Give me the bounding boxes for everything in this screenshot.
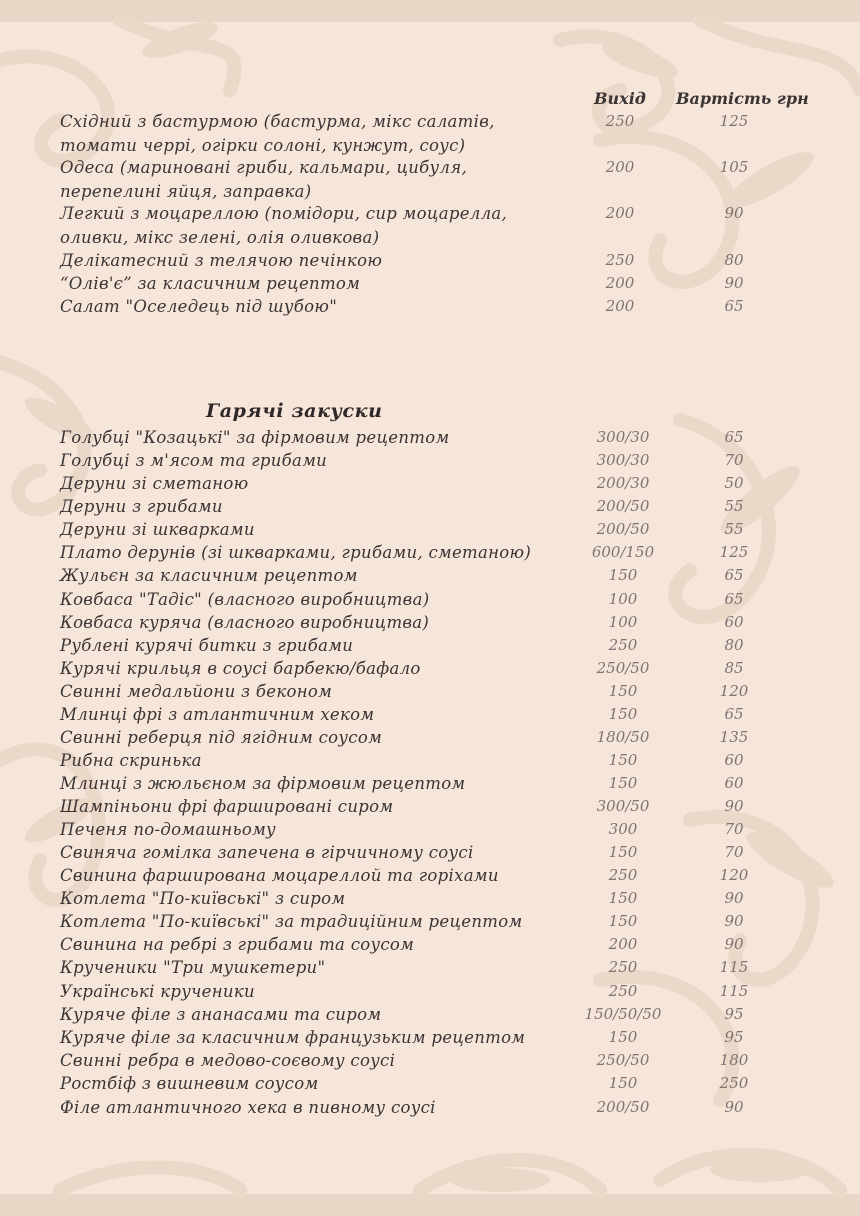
dish-name: “Олів'є” за класичним рецептом bbox=[60, 274, 361, 293]
dish-price: 90 bbox=[724, 204, 744, 222]
menu-row bbox=[0, 180, 860, 203]
dish-price: 90 bbox=[724, 274, 744, 292]
dish-name: Свиняча гомілка запечена в гірчичному соусі bbox=[60, 843, 474, 862]
dish-name: Курячі крильця в соусі барбекю/бафало bbox=[60, 659, 421, 678]
dish-name: Українські крученики bbox=[60, 982, 255, 1001]
menu-row bbox=[0, 980, 860, 1003]
dish-price: 65 bbox=[724, 566, 744, 584]
dish-output: 250 bbox=[608, 636, 638, 654]
dish-price: 90 bbox=[724, 889, 744, 907]
menu-row bbox=[0, 680, 860, 703]
dish-output: 300/50 bbox=[596, 797, 650, 815]
dish-output: 600/150 bbox=[591, 543, 655, 561]
dish-output: 200 bbox=[605, 204, 635, 222]
dish-price: 180 bbox=[719, 1051, 749, 1069]
dish-price: 125 bbox=[719, 112, 749, 130]
dish-price: 65 bbox=[724, 297, 744, 315]
dish-price: 55 bbox=[724, 497, 744, 515]
dish-name: Свинина на ребрі з грибами та соусом bbox=[60, 935, 415, 954]
menu-row bbox=[0, 634, 860, 657]
dish-price: 65 bbox=[724, 428, 744, 446]
dish-price: 115 bbox=[719, 982, 749, 1000]
dish-output: 250 bbox=[608, 958, 638, 976]
menu-row bbox=[0, 1026, 860, 1049]
dish-name: Плато дерунів (зі шкварками, грибами, сметаною) bbox=[60, 543, 532, 562]
dish-price: 70 bbox=[724, 820, 744, 838]
dish-price: 65 bbox=[724, 590, 744, 608]
dish-price: 85 bbox=[724, 659, 744, 677]
dish-price: 120 bbox=[719, 866, 749, 884]
dish-name: Жульєн за класичним рецептом bbox=[60, 566, 358, 585]
menu-row bbox=[0, 933, 860, 956]
dish-output: 100 bbox=[608, 613, 638, 631]
dish-output: 150 bbox=[608, 682, 638, 700]
menu-row bbox=[0, 156, 860, 179]
dish-output: 250 bbox=[608, 866, 638, 884]
dish-price: 80 bbox=[724, 636, 744, 654]
dish-name: перепелині яйця, заправка) bbox=[60, 182, 312, 201]
menu-row bbox=[0, 956, 860, 979]
dish-price: 135 bbox=[719, 728, 749, 746]
dish-output: 150 bbox=[608, 843, 638, 861]
dish-price: 60 bbox=[724, 751, 744, 769]
menu-row bbox=[0, 611, 860, 634]
menu-row bbox=[0, 841, 860, 864]
section-title-hot-snacks: Гарячі закуски bbox=[206, 400, 383, 422]
dish-output: 100 bbox=[608, 590, 638, 608]
menu-row bbox=[0, 1049, 860, 1072]
dish-name: Салат "Оселедець під шубою" bbox=[60, 297, 338, 316]
dish-name: оливки, мікс зелені, олія оливкова) bbox=[60, 228, 380, 247]
menu-row bbox=[0, 110, 860, 133]
dish-name: Свинні реберця під ягідним соусом bbox=[60, 728, 383, 747]
dish-price: 250 bbox=[719, 1074, 749, 1092]
menu-row bbox=[0, 795, 860, 818]
dish-price: 55 bbox=[724, 520, 744, 538]
dish-output: 200/30 bbox=[596, 474, 650, 492]
dish-output: 200 bbox=[605, 297, 635, 315]
menu-row bbox=[0, 1072, 860, 1095]
dish-price: 95 bbox=[724, 1028, 744, 1046]
dish-name: Одеса (мариновані гриби, кальмари, цибуля, bbox=[60, 158, 467, 177]
dish-name: Куряче філе за класичним французьким рецептом bbox=[60, 1028, 526, 1047]
dish-name: Млинці з жюльєном за фірмовим рецептом bbox=[60, 774, 466, 793]
dish-price: 65 bbox=[724, 705, 744, 723]
dish-price: 105 bbox=[719, 158, 749, 176]
dish-name: Ковбаса "Тадіс" (власного виробництва) bbox=[60, 590, 430, 609]
dish-name: томати черрі, огірки солоні, кунжут, соус) bbox=[60, 136, 466, 155]
dish-price: 90 bbox=[724, 797, 744, 815]
dish-name: Котлета "По-київські" з сиром bbox=[60, 889, 346, 908]
menu-row bbox=[0, 1003, 860, 1026]
dish-output: 250 bbox=[605, 112, 635, 130]
dish-output: 250/50 bbox=[596, 659, 650, 677]
dish-name: Свинні медальйони з беконом bbox=[60, 682, 333, 701]
dish-name: Східний з бастурмою (бастурма, мікс салатів, bbox=[60, 112, 495, 131]
column-header-price: Вартість грн bbox=[676, 89, 809, 108]
dish-name: Голубці з м'ясом та грибами bbox=[60, 451, 328, 470]
dish-price: 70 bbox=[724, 451, 744, 469]
menu-row bbox=[0, 226, 860, 249]
dish-price: 80 bbox=[724, 251, 744, 269]
menu-row bbox=[0, 541, 860, 564]
menu-row bbox=[0, 495, 860, 518]
menu-row bbox=[0, 272, 860, 295]
dish-name: Деруни зі сметаною bbox=[60, 474, 249, 493]
dish-price: 60 bbox=[724, 774, 744, 792]
menu-row bbox=[0, 887, 860, 910]
dish-price: 90 bbox=[724, 1098, 744, 1116]
dish-name: Легкий з моцареллою (помідори, сир моцарелла, bbox=[60, 204, 508, 223]
dish-price: 90 bbox=[724, 935, 744, 953]
dish-price: 125 bbox=[719, 543, 749, 561]
menu-row bbox=[0, 703, 860, 726]
dish-name: Деруни з грибами bbox=[60, 497, 223, 516]
dish-name: Філе атлантичного хека в пивному соусі bbox=[60, 1098, 436, 1117]
dish-price: 60 bbox=[724, 613, 744, 631]
dish-output: 150 bbox=[608, 889, 638, 907]
menu-row bbox=[0, 518, 860, 541]
dish-name: Куряче філе з ананасами та сиром bbox=[60, 1005, 382, 1024]
dish-name: Млинці фрі з атлантичним хеком bbox=[60, 705, 375, 724]
dish-price: 115 bbox=[719, 958, 749, 976]
dish-output: 150 bbox=[608, 751, 638, 769]
menu-row bbox=[0, 818, 860, 841]
dish-name: Печеня по-домашньому bbox=[60, 820, 276, 839]
dish-output: 150 bbox=[608, 1074, 638, 1092]
dish-price: 95 bbox=[724, 1005, 744, 1023]
dish-name: Котлета "По-київські" за традиційним рецептом bbox=[60, 912, 523, 931]
menu-row bbox=[0, 426, 860, 449]
dish-price: 90 bbox=[724, 912, 744, 930]
menu-row bbox=[0, 864, 860, 887]
dish-name: Ростбіф з вишневим соусом bbox=[60, 1074, 319, 1093]
menu-row bbox=[0, 749, 860, 772]
dish-name: Деруни зі шкварками bbox=[60, 520, 255, 539]
dish-price: 120 bbox=[719, 682, 749, 700]
menu-row bbox=[0, 472, 860, 495]
dish-name: Рибна скринька bbox=[60, 751, 202, 770]
dish-output: 150 bbox=[608, 912, 638, 930]
dish-output: 300/30 bbox=[596, 451, 650, 469]
dish-output: 150 bbox=[608, 1028, 638, 1046]
column-header-output: Вихід bbox=[594, 89, 646, 108]
dish-name: Шампіньони фрі фаршировані сиром bbox=[60, 797, 394, 816]
dish-output: 200/50 bbox=[596, 520, 650, 538]
dish-price: 70 bbox=[724, 843, 744, 861]
dish-output: 200 bbox=[605, 158, 635, 176]
dish-name: Рублені курячі битки з грибами bbox=[60, 636, 354, 655]
dish-name: Свинні ребра в медово-соєвому соусі bbox=[60, 1051, 396, 1070]
menu-row bbox=[0, 202, 860, 225]
dish-price: 50 bbox=[724, 474, 744, 492]
dish-output: 150 bbox=[608, 566, 638, 584]
dish-output: 200 bbox=[605, 274, 635, 292]
dish-output: 200 bbox=[608, 935, 638, 953]
dish-name: Крученики "Три мушкетери" bbox=[60, 958, 326, 977]
dish-output: 300 bbox=[608, 820, 638, 838]
dish-output: 250 bbox=[608, 982, 638, 1000]
menu-row bbox=[0, 295, 860, 318]
menu-row bbox=[0, 772, 860, 795]
menu-row bbox=[0, 657, 860, 680]
dish-output: 150/50/50 bbox=[584, 1005, 662, 1023]
menu-row bbox=[0, 249, 860, 272]
menu-row bbox=[0, 1096, 860, 1119]
dish-output: 150 bbox=[608, 705, 638, 723]
dish-output: 200/50 bbox=[596, 497, 650, 515]
menu-row bbox=[0, 564, 860, 587]
menu-row bbox=[0, 449, 860, 472]
dish-output: 200/50 bbox=[596, 1098, 650, 1116]
dish-output: 300/30 bbox=[596, 428, 650, 446]
menu-row bbox=[0, 134, 860, 157]
dish-name: Ковбаса куряча (власного виробництва) bbox=[60, 613, 430, 632]
dish-output: 250/50 bbox=[596, 1051, 650, 1069]
dish-name: Голубці "Козацькі" за фірмовим рецептом bbox=[60, 428, 450, 447]
menu-row bbox=[0, 726, 860, 749]
dish-output: 180/50 bbox=[596, 728, 650, 746]
menu-row bbox=[0, 588, 860, 611]
dish-name: Делікатесний з телячою печінкою bbox=[60, 251, 383, 270]
dish-output: 150 bbox=[608, 774, 638, 792]
dish-output: 250 bbox=[605, 251, 635, 269]
dish-name: Свинина фарширована моцареллой та горіхами bbox=[60, 866, 499, 885]
menu-row bbox=[0, 910, 860, 933]
